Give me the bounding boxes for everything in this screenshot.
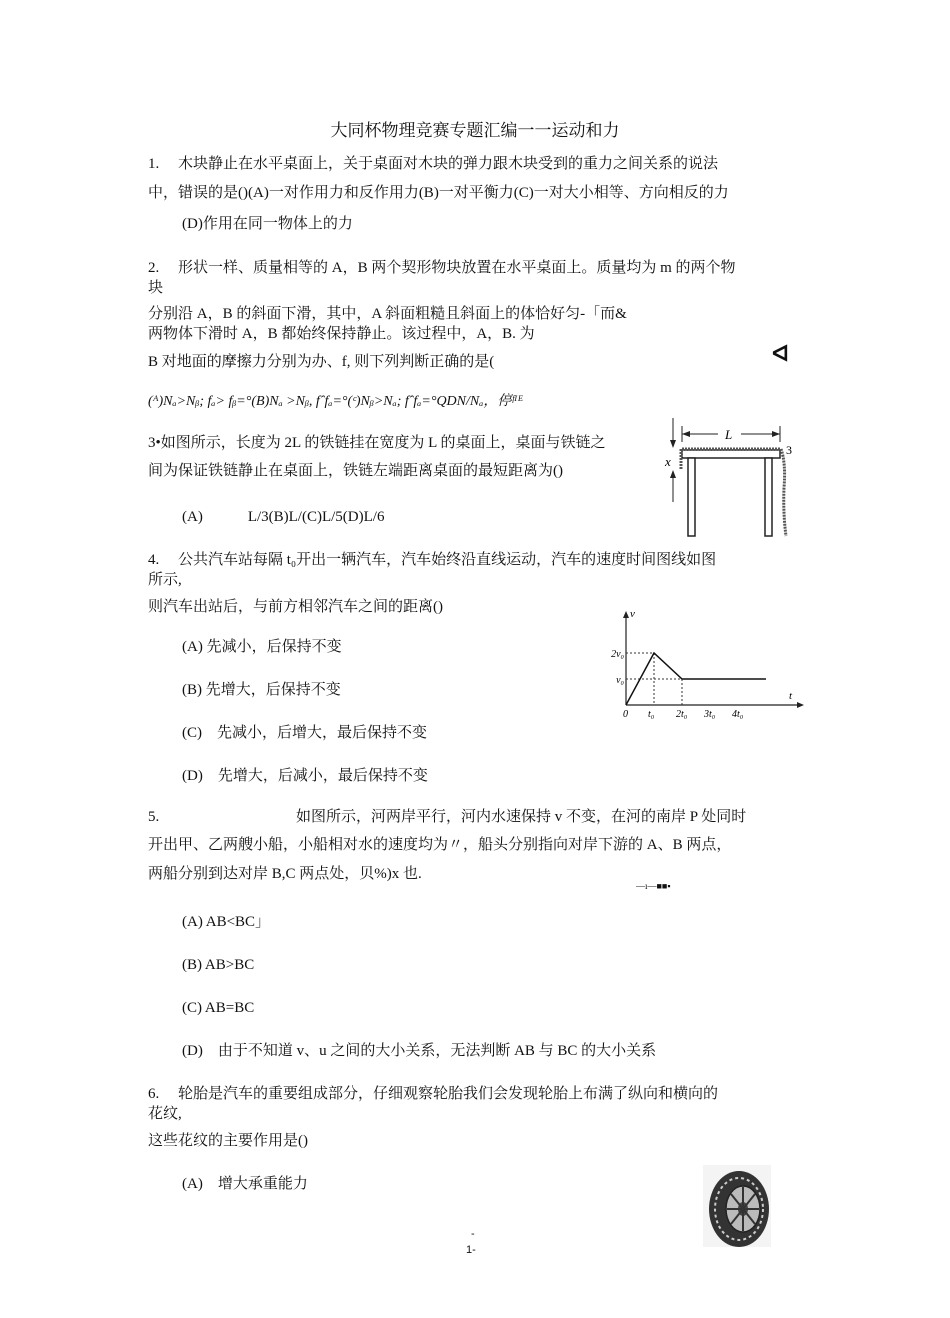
q2-line1: 2. 形状一样、质量相等的 A，B 两个契形物块放置在水平桌面上。质量均为 m 的两个物 — [148, 260, 736, 276]
q4-option-d: (D) 先增大，后减小，最后保持不变 — [182, 768, 428, 784]
q4-line2: 则汽车出站后，与前方相邻汽车之间的距离() — [148, 599, 443, 615]
q2-line2: 分别沿 A，B 的斜面下滑，其中，A 斜面粗糙且斜面上的体恰好匀-「而& — [148, 306, 627, 322]
q4-line1b: 所示, — [148, 572, 182, 588]
fig-label-L: L — [725, 427, 733, 442]
q5-option-c: (C) AB=BC — [182, 1000, 255, 1016]
x-tick-label: t₀ — [648, 709, 655, 720]
x-tick-label: 2t₀ — [676, 709, 688, 720]
q1-line2: 中，错误的是()(A)一对作用力和反作用力(B)一对平衡力(C)一对大小相等、方向相反的力 — [148, 185, 729, 201]
q2-line4: B 对地面的摩擦力分别为办、f, 则下列判断正确的是( — [148, 354, 495, 370]
fig-label-x: x — [665, 454, 671, 469]
q3-line1: 3•如图所示，长度为 2L 的铁链挂在宽度为 L 的桌面上，桌面与铁链之 — [148, 435, 606, 451]
footer-dash: - — [471, 1228, 475, 1240]
q4-line1: 4. 公共汽车站每隔 t₀开出一辆汽车，汽车始终沿直线运动，汽车的速度时间图线如图 — [148, 552, 717, 568]
q1-line1: 1. 木块静止在水平桌面上，关于桌面对木块的弹力跟木块受到的重力之间关系的说法 — [148, 156, 719, 172]
x-tick-label: 0 — [623, 709, 628, 720]
y-tick-label: 2v₀ — [611, 649, 624, 660]
y-axis-arrow — [623, 611, 629, 618]
x-tick-label: 3t₀ — [704, 709, 716, 720]
velocity-time-chart — [608, 605, 808, 720]
q5-line3: 两船分别到达对岸 B,C 两点处，贝%)x 也. — [148, 866, 422, 882]
q6-option-a: (A) 增大承重能力 — [182, 1176, 308, 1192]
q2-line1b: 块 — [148, 280, 164, 296]
q3-line2: 间为保证铁链静止在桌面上，铁链左端距离桌面的最短距离为() — [148, 463, 563, 479]
x-axis-arrow — [797, 702, 804, 708]
q2-figure-fragment: ᐊ — [772, 341, 789, 366]
q2-line3: 两物体下滑时 A，B 都始终保持静止。该过程中，A，B. 为 — [148, 326, 535, 342]
q1-line3: (D)作用在同一物体上的力 — [182, 216, 353, 232]
q5-number: 5. — [148, 809, 160, 825]
q6-line1: 6. 轮胎是汽车的重要组成部分，仔细观察轮胎我们会发现轮胎上布满了纵向和横向的 — [148, 1086, 719, 1102]
q5-option-a: (A) AB<BC」 — [182, 914, 271, 930]
q3-options: (A) L/3(B)L/(C)L/5(D)L/6 — [182, 509, 385, 525]
q2-options: (ᴬ)Nₐ>Nᵦ; fₐ> fᵦ=°(B)Nₐ >Nᵦ, fˆfₐ=°(ᶜ)Nᵦ>Nₐ; fˆfₐ=°QDN/Nₐ，停ᶠᴵᴱ — [148, 394, 524, 409]
q6-line2: 这些花纹的主要作用是() — [148, 1133, 308, 1149]
q4-option-b: (B) 先增大，后保持不变 — [182, 682, 341, 698]
q4-option-a: (A) 先减小，后保持不变 — [182, 639, 342, 655]
x-tick-label: 4t₀ — [732, 709, 744, 720]
x-axis-label: t — [789, 690, 793, 702]
q5-line1: 如图所示，河两岸平行，河内水速保持 v 不变，在河的南岸 P 处同时 — [296, 809, 747, 825]
tire-image — [703, 1165, 771, 1247]
page-number: 1- — [466, 1244, 476, 1256]
q6-line1b: 花纹, — [148, 1106, 182, 1122]
y-tick-label: v₀ — [616, 675, 624, 686]
chain-table-figure — [655, 418, 795, 540]
q5-figure-fragment: —ı—■■▪ — [636, 881, 671, 891]
q5-option-b: (B) AB>BC — [182, 957, 255, 973]
y-axis-label: v — [630, 608, 635, 620]
q5-option-d: (D) 由于不知道 v、u 之间的大小关系，无法判断 AB 与 BC 的大小关系 — [182, 1043, 657, 1059]
q4-option-c: (C) 先减小，后增大，最后保持不变 — [182, 725, 427, 741]
q5-line2: 开出甲、乙两艘小船，小船相对水的速度均为〃，船头分别指向对岸下游的 A、B 两点， — [148, 837, 732, 853]
page-title: 大同杯物理竞赛专题汇编一一运动和力 — [330, 121, 620, 141]
fig-label-3: 3 — [786, 443, 792, 457]
